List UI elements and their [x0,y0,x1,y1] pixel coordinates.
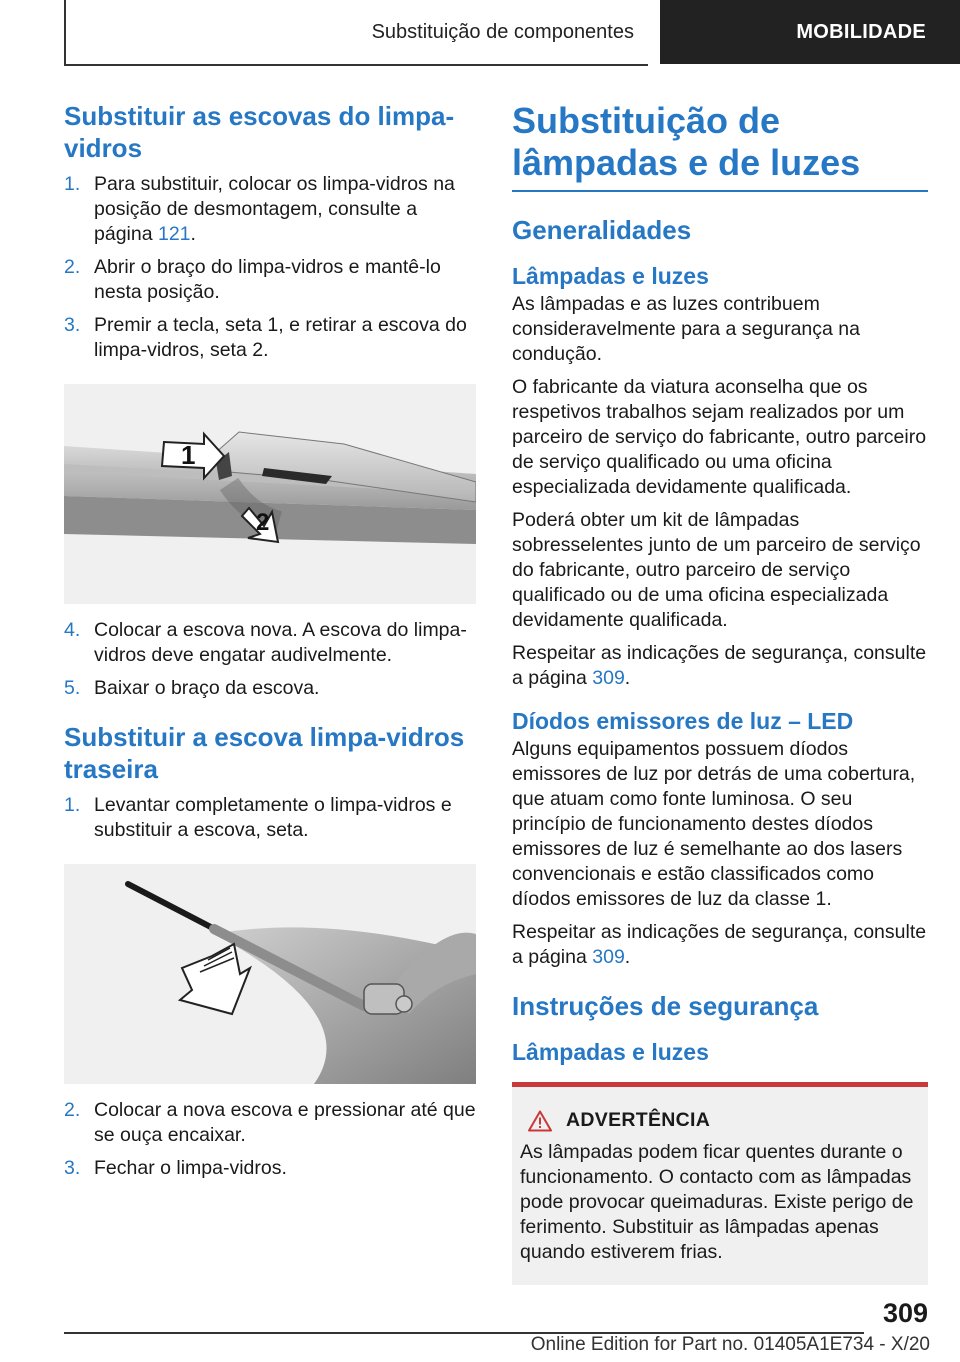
page-link[interactable]: 309 [592,946,625,968]
rear-wiper-illustration [64,864,476,1084]
step-number: 2. [64,256,81,278]
warning-title: ADVERTÊNCIA [566,1109,711,1131]
step-text: Premir a tecla, seta 1, e retirar a escova do limpa-vidros, seta 2. [94,314,467,361]
heading-rear-wiper: Substituir a escova limpa-vidros traseira [64,722,465,784]
paragraph: Alguns equipamentos possuem díodos emissores de luz por detrás de uma cobertura, que atuam como fonte luminosa. O seu princípio de funcionamento destes díodos emissores de luz é semelhante ao dos lasers convencionais e estão classificados como díodos emissores de luz da classe 1. [512,738,916,910]
wiper-blade-figure [64,384,476,604]
list-item [64,1156,476,1181]
step-text: Abrir o braço do limpa-vidros e mantê-lo nesta posição. [94,256,441,303]
step-text-end: . [190,223,196,245]
paragraph-text: Respeitar as indicações de segurança, consulte a página [512,642,927,689]
heading-led: Díodos emissores de luz – LED [512,708,854,734]
warning-text: As lâmpadas podem ficar quentes durante o funcionamento. O contacto com as lâmpadas pode provocar queimaduras. Existe perigo de ferimento. Substituir as lâmpadas apenas quando estiverem frias. [520,1141,914,1263]
list-item [64,618,476,668]
step-text: Levantar completamente o limpa-vidros e substituir a escova, seta. [94,794,452,841]
figure-label-2: 2 [256,509,270,536]
step-text: Fechar o limpa-vidros. [94,1157,287,1179]
step-number: 5. [64,677,81,699]
paragraph: As lâmpadas e as luzes contribuem consideravelmente para a segurança na condução. [512,293,860,365]
wiper-blade-illustration [64,384,476,604]
step-text: Colocar a nova escova e pressionar até que se ouça encaixar. [94,1099,476,1146]
warning-header [528,1109,920,1132]
list-item [64,1098,476,1148]
step-number: 4. [64,619,81,641]
step-text: Para substituir, colocar os limpa-vidros na posição de desmontagem, consulte a página [94,173,455,245]
paragraph: Poderá obter um kit de lâmpadas sobresselentes junto de um parceiro de serviço do fabricante, outro parceiro de serviço qualificado ou de uma oficina especializada devidamente qualificada. [512,509,921,631]
list-item [64,172,476,247]
page-link[interactable]: 121 [157,223,191,245]
rear-steps-list-2 [64,1098,476,1181]
heading-lamps: Lâmpadas e luzes [512,263,709,289]
step-number: 3. [64,1157,81,1179]
warning-box [512,1082,928,1285]
wiper-steps-list-2 [64,618,476,701]
page-link[interactable]: 309 [592,667,625,689]
heading-safety: Instruções de segurança [512,991,819,1021]
paragraph [512,641,928,691]
list-item [64,313,476,363]
footer-edition: Online Edition for Part no. 01405A1E734 - X/20 [530,1334,930,1355]
step-number: 3. [64,314,81,336]
step-number: 2. [64,1099,81,1121]
heading-general: Generalidades [512,215,692,245]
list-item [64,793,476,843]
header-chapter-badge: MOBILIDADE [660,0,960,64]
rear-wiper-figure [64,864,476,1084]
list-item [64,255,476,305]
paragraph: O fabricante da viatura aconselha que os respetivos trabalhos sejam realizados por um parceiro de serviço do fabricante, outro parceiro de serviço qualificado ou uma oficina especializada devidamente qualificada. [512,376,927,498]
heading-wiper-blades: Substituir as escovas do limpa-vidros [64,101,455,163]
header-section-title: Substituição de componentes [371,20,634,43]
step-number: 1. [64,794,81,816]
rear-steps-list [64,793,476,843]
paragraph-text-end: . [624,667,631,689]
paragraph-text: Respeitar as indicações de segurança, consulte a página [512,921,927,968]
paragraph-text-end: . [624,946,631,968]
list-item [64,676,476,701]
warning-triangle-icon [528,1110,552,1132]
step-number: 1. [64,173,81,195]
page-number: 309 [882,1298,928,1328]
wiper-steps-list [64,172,476,363]
step-text: Baixar o braço da escova. [94,677,320,699]
chapter-title: Substituição de lâmpadas e de luzes [512,100,928,192]
page-header [0,0,960,66]
header-rule-horizontal [64,64,648,66]
heading-lamps-safety: Lâmpadas e luzes [512,1039,709,1065]
step-text: Colocar a escova nova. A escova do limpa-vidros deve engatar audivelmente. [94,619,467,666]
left-column [64,100,476,1181]
right-column [512,100,928,1285]
figure-label-1: 1 [181,440,196,470]
paragraph [512,920,928,970]
